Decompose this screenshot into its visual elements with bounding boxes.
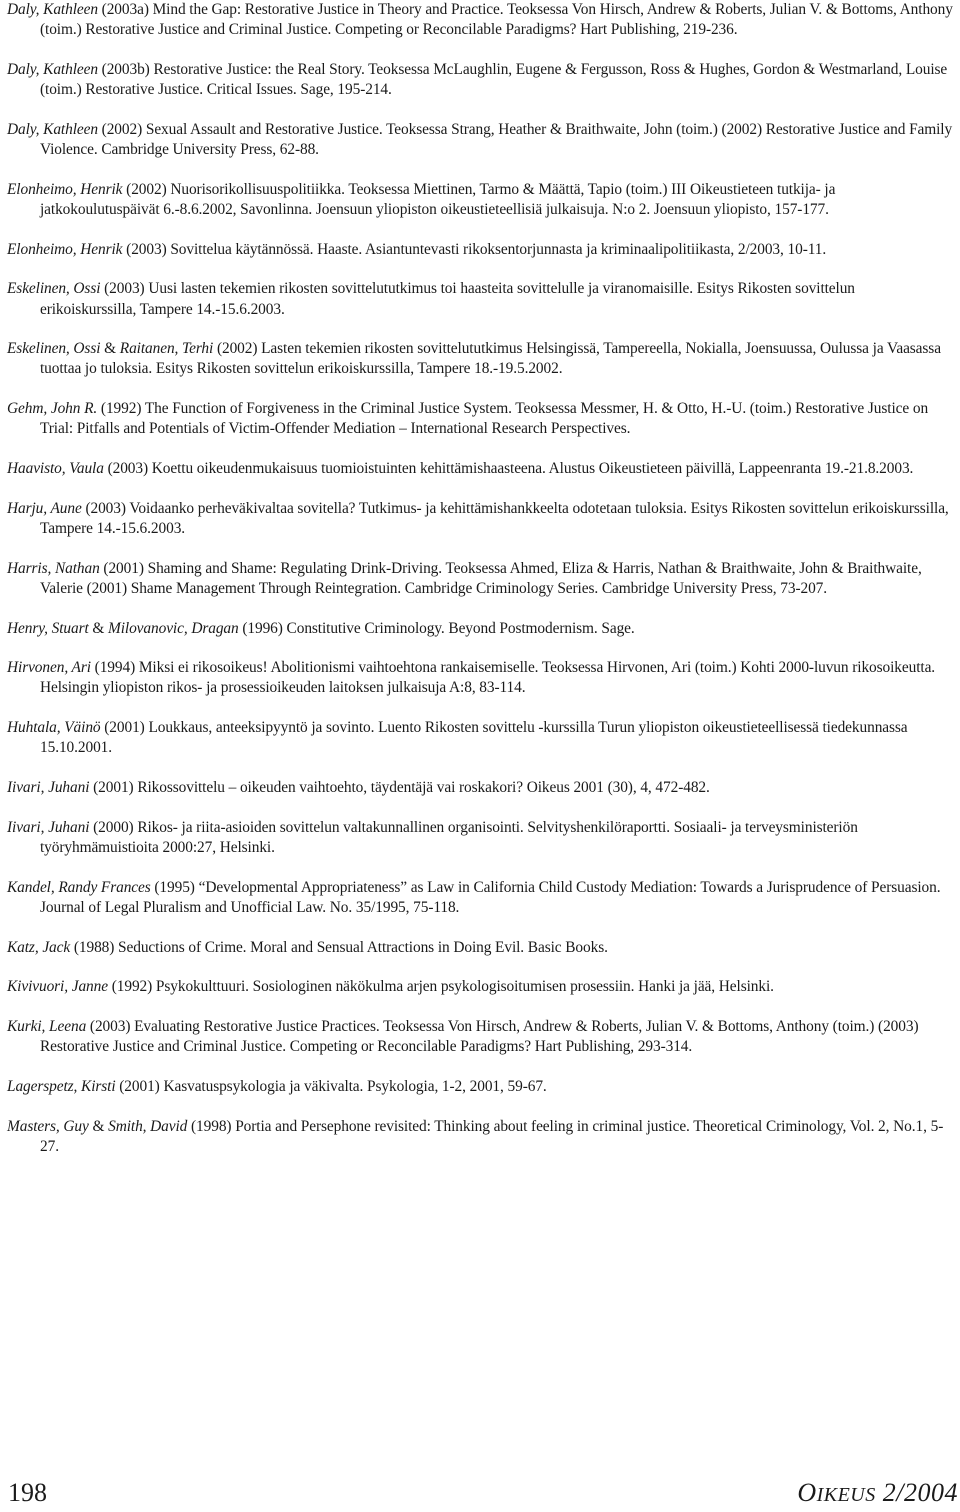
reference-author: Masters, Guy — [7, 1117, 89, 1135]
reference-author-separator: & — [88, 619, 109, 637]
reference-text: (1992) The Function of Forgiveness in the Criminal Justice System. Teoksessa Messmer, H. & Otto, H.-U. (toim.) Restorative Justice on Trial: Pitfalls and Potentials of Victim-Offender Mediation – International Research Perspectives. — [40, 400, 929, 438]
reference-text: (2003a) Mind the Gap: Restorative Justice in Theory and Practice. Teoksessa Von Hirsch, Andrew & Roberts, Julian V. & Bottoms, Anthony (toim.) Restorative Justice and Criminal Justice. Competing or Reconcilable Paradigms? Hart Publishing, 219-236. — [40, 1, 953, 39]
reference-text: (2003) Sovittelua käytännössä. Haaste. Asiantuntevasti rikoksentorjunnasta ja kriminaalipolitiikasta, 2/2003, 10-11. — [122, 240, 827, 258]
reference-entry — [7, 619, 953, 639]
journal-issue — [797, 1478, 958, 1510]
reference-entry — [7, 339, 953, 379]
reference-text: (2001) Rikossovittelu – oikeuden vaihtoehto, täydentäjä vai roskakori? Oikeus 2001 (30), 4, 472-482. — [89, 779, 710, 797]
reference-text: (2002) Lasten tekemien rikosten sovittelututkimus Helsingissä, Tampereella, Nokialla, Joensuussa, Oulussa ja Vaasassa tuottaa jo tuloksia. Esitys Rikosten sovittelun erikoiskurssilla, Tampere 18.-19.5.2002. — [40, 340, 941, 378]
reference-coauthor: Raitanen, Terhi — [119, 340, 214, 358]
reference-entry — [7, 559, 953, 599]
reference-text: (1994) Miksi ei rikosoikeus! Abolitionismi vaihtoehtona rankaisemiselle. Teoksessa Hirvonen, Ari (toim.) Kohti 2000-luvun rikosoikeutta. Helsingin yliopiston rikos- ja prosessioikeuden laitoksen julkaisuja A:8, 83-114. — [40, 659, 936, 697]
reference-text: (2002) Sexual Assault and Restorative Justice. Teoksessa Strang, Heather & Braithwaite, John (toim.) (2002) Restorative Justice and Family Violence. Cambridge University Press, 62-88. — [40, 120, 953, 159]
reference-text: (2003b) Restorative Justice: the Real Story. Teoksessa McLaughlin, Eugene & Fergusson, Ross & Hughes, Gordon & Westmarland, Louise (toim.) Restorative Justice. Critical Issues. Sage, 195-214. — [40, 60, 948, 99]
reference-entry — [7, 1017, 953, 1057]
reference-author: Lagerspetz, Kirsti — [7, 1077, 116, 1095]
reference-author: Kandel, Randy Frances — [7, 878, 151, 896]
reference-text: (2003) Koettu oikeudenmukaisuus tuomioistuinten kehittämishaasteena. Alustus Oikeustieteen päivillä, Lappeenranta 19.-21.8.2003. — [103, 460, 914, 478]
reference-text: (1988) Seductions of Crime. Moral and Sensual Attractions in Doing Evil. Basic Books. — [70, 938, 608, 956]
reference-author: Gehm, John R. — [7, 400, 98, 418]
reference-text: (2001) Loukkaus, anteeksipyyntö ja sovinto. Luento Rikosten sovittelu -kurssilla Turun yliopiston oikeustieteellisessä tiedekunnassa 15.10.2001. — [40, 719, 908, 757]
reference-author: Henry, Stuart — [7, 619, 89, 637]
reference-coauthor: Smith, David — [108, 1117, 188, 1135]
reference-author: Elonheimo, Henrik — [7, 180, 123, 198]
reference-text: (2001) Shaming and Shame: Regulating Drink-Driving. Teoksessa Ahmed, Eliza & Harris, Nathan & Braithwaite, John & Braithwaite, Valerie (2001) Shame Management Through Reintegration. Cambridge Criminology Series. Cambridge University Press, 73-207. — [40, 559, 922, 597]
reference-author: Kivivuori, Janne — [7, 978, 108, 996]
reference-entry — [7, 658, 953, 698]
reference-entry — [7, 778, 953, 798]
reference-text: (1996) Constitutive Criminology. Beyond Postmodernism. Sage. — [238, 619, 635, 637]
reference-entry — [7, 1117, 953, 1157]
reference-author: Elonheimo, Henrik — [7, 240, 123, 258]
reference-text: (1992) Psykokulttuuri. Sosiologinen näkökulma arjen psykologisoitumisen prosessiin. Hanki ja jää, Helsinki. — [107, 978, 774, 996]
reference-author: Eskelinen, Ossi — [7, 340, 101, 358]
journal-issue-number: 2/2004 — [875, 1478, 958, 1507]
reference-entry — [7, 938, 953, 958]
reference-entry — [7, 399, 953, 439]
reference-author: Daly, Kathleen — [7, 1, 98, 18]
reference-author-separator: & — [100, 340, 120, 358]
reference-entry — [7, 818, 953, 858]
reference-coauthor: Milovanovic, Dragan — [108, 619, 239, 637]
reference-text: (2003) Evaluating Restorative Justice Practices. Teoksessa Von Hirsch, Andrew & Roberts, Julian V. & Bottoms, Anthony (toim.) (2003) Restorative Justice and Criminal Justice. Competing or Reconcilable Paradigms? Hart Publishing, 293-314. — [40, 1018, 919, 1056]
reference-author: Kurki, Leena — [7, 1018, 87, 1035]
reference-entry — [7, 499, 953, 539]
reference-author: Huhtala, Väinö — [7, 719, 101, 737]
reference-text: (2000) Rikos- ja riita-asioiden sovittelun valtakunnallinen organisointi. Selvityshenkilöraportti. Sosiaali- ja terveysministeriön työryhmämuistioita 2000:27, Helsinki. — [40, 818, 858, 856]
reference-entry — [7, 279, 953, 319]
page-number: 198 — [8, 1478, 47, 1507]
reference-entry — [7, 977, 953, 997]
reference-entry — [7, 718, 953, 758]
reference-author: Haavisto, Vaula — [7, 460, 104, 478]
reference-text: (2002) Nuorisorikollisuuspolitiikka. Teoksessa Miettinen, Tarmo & Määttä, Tapio (toim.) III Oikeustieteen tutkija- ja jatkokoulutuspäivät 6.-8.6.2002, Savonlinna. Joensuun yliopiston oikeustieteellisiä julkaisuja. N:o 2. Joensuun yliopisto, 157-177. — [40, 180, 836, 218]
reference-text: (1998) Portia and Persephone revisited: Thinking about feeling in criminal justice. Theoretical Criminology, Vol. 2, No.1, 5-27. — [40, 1117, 944, 1155]
reference-text: (2001) Kasvatuspsykologia ja väkivalta. Psykologia, 1-2, 2001, 59-67. — [115, 1077, 547, 1095]
journal-name-initial: O — [797, 1478, 817, 1507]
reference-text: (2003) Uusi lasten tekemien rikosten sovittelututkimus toi haasteita sovittelulle ja viranomaisille. Esitys Rikosten sovittelun erikoiskurssilla, Tampere 14.-15.6.2003. — [40, 280, 855, 318]
reference-text: (1995) “Developmental Appropriateness” as Law in California Child Custody Mediation: Towards a Jurisprudence of Persuasion. Journal of Legal Pluralism and Unofficial Law. No. 35/1995, 75-118. — [40, 878, 941, 916]
reference-entry — [7, 0, 953, 40]
reference-author: Daly, Kathleen — [7, 120, 98, 138]
reference-entry — [7, 120, 953, 160]
reference-entry — [7, 878, 953, 918]
reference-author: Harju, Aune — [7, 499, 82, 517]
reference-author: Iivari, Juhani — [7, 818, 90, 836]
reference-author: Hirvonen, Ari — [7, 659, 91, 677]
reference-author: Iivari, Juhani — [7, 779, 90, 797]
reference-entry — [7, 60, 953, 100]
reference-text: (2003) Voidaanko perheväkivaltaa sovitella? Tutkimus- ja kehittämishankkeelta odotetaan tuloksia. Esitys Rikosten sovittelun erikoiskurssilla, Tampere 14.-15.6.2003. — [40, 499, 949, 537]
journal-name-rest: IKEUS — [816, 1484, 876, 1506]
reference-entry — [7, 180, 953, 220]
reference-entry — [7, 1077, 953, 1097]
reference-author: Katz, Jack — [7, 938, 71, 956]
reference-author-separator: & — [88, 1117, 109, 1135]
reference-author: Harris, Nathan — [7, 559, 100, 577]
reference-author: Eskelinen, Ossi — [7, 280, 101, 298]
reference-author: Daly, Kathleen — [7, 60, 98, 78]
reference-entry — [7, 240, 953, 260]
reference-list — [7, 0, 953, 1177]
reference-entry — [7, 459, 953, 479]
